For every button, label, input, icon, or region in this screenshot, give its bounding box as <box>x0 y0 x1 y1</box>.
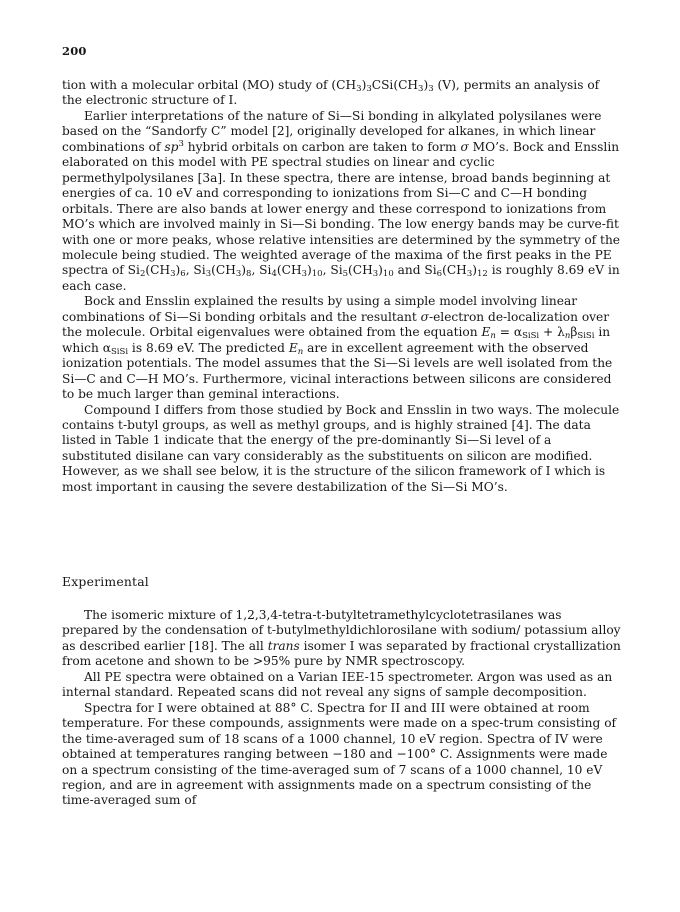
paragraph-3: Bock and Ensslin explained the results by using a simple model involving linear combinations of Si—Si bonding orbitals and the resultant σ-electron de-localization over the molecule. Orbital eigenvalues were obtained from the equation $E_n = \alpha_{SiSi} + \lambda_n\beta_{SiSi}$ in which $\alpha_{SiSi}$ is 8.69 eV. The predicted $E_n$ are in excellent agreement with the observed ionization potentials. The model assumes that the Si—Si levels are well isolated from the Si—C and C—H MO’s. Furthermore, vicinal interactions between silicons are considered to be much larger than geminal interactions. <box>62 294 613 402</box>
paragraph-6: All PE spectra were obtained on a Varian IEE-15 spectrometer. Argon was used as an internal standard. Repeated scans did not reveal any signs of sample decomposition. <box>62 669 613 700</box>
page-number: 200 <box>62 44 87 58</box>
paragraph-2: Earlier interpretations of the nature of Si—Si bonding in alkylated polysilanes were based on the “Sandorfy C” model [2], originally developed for alkanes, in which linear combinations of $sp^3$ hybrid orbitals on carbon are taken to form σ MO’s. Bock and Ensslin elaborated on this model with PE spectral studies on linear and cyclic permethylpolysilanes [3a]. In these spectra, there are intense, broad bands beginning at energies of ca. 10 eV and corresponding to ionizations from Si—C and C—H bonding orbitals. There are also bands at lower energy and these correspond to ionizations from MO’s which are involved mainly in Si—Si bonding. The low energy bands may be curve-fit with one or more peaks, whose relative intensities are determined by the symmetry of the molecule being studied. The weighted average of the maxima of the first peaks in the PE spectra of $Si_2(CH_3)_6$, $Si_3(CH_3)_8$, $Si_4(CH_3)_{10}$, $Si_5(CH_3)_{10}$ and $Si_6(CH_3)_{12}$ is roughly 8.69 eV in each case. <box>62 108 621 293</box>
paragraph-5: The isomeric mixture of 1,2,3,4-tetra-t-butyltetramethylcyclotetrasilanes was prepared by the condensation of t-butylmethyldichlorosilane with sodium/ potassium alloy as described earlier [18]. The all trans isomer I was separated by fractional crystallization from acetone and shown to be >95% pure by NMR spectroscopy. <box>62 608 621 669</box>
paragraph-7: Spectra for I were obtained at 88° C. Spectra for II and III were obtained at room temperature. For these compounds, assignments were made on a spec-trum consisting of the time-averaged sum of 18 scans of a 1000 channel, 10 eV region. Spectra of IV were obtained at temperatures ranging between −180 and −100° C. Assignments were made on a spectrum consisting of the time-averaged sum of 7 scans of a 1000 channel, 10 eV region, and are in agreement with assignments made on a spectrum consisting of the time-averaged sum of <box>62 700 617 808</box>
section-heading: Experimental <box>62 574 149 589</box>
body-text-upper <box>62 78 622 495</box>
paragraph-4: Compound I differs from those studied by Bock and Ensslin in two ways. The molecule contains t-butyl groups, as well as methyl groups, and is highly strained [4]. The data listed in Table 1 indicate that the energy of the pre-dominantly Si—Si level of a substituted disilane can vary considerably as the substituents on silicon are modified. However, as we shall see below, it is the structure of the silicon framework of I which is most important in causing the severe destabilization of the Si—Si MO’s. <box>62 402 620 494</box>
paragraph-1: tion with a molecular orbital (MO) study of $(CH_3)_3CSi(CH_3)_3$ (V), permits an analysis of the electronic structure of I. <box>62 78 600 108</box>
body-text-lower <box>62 608 622 809</box>
